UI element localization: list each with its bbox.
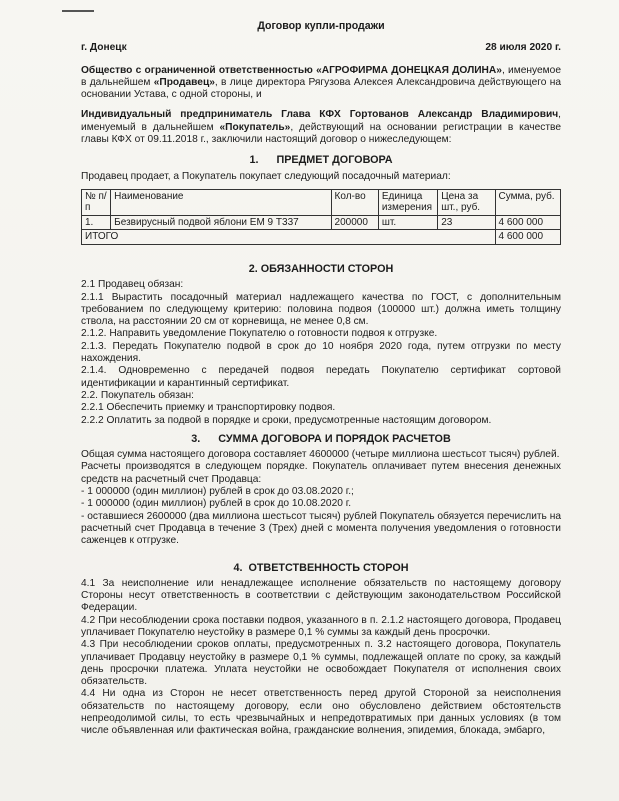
section-4-line: 4.1 За неисполнение или ненадлежащее исполнение обязательств по настоящему договору Стороны несут ответственность в соответствии с действующим законодательством Российской Федерации.: [81, 577, 561, 614]
scan-mark: [62, 10, 94, 12]
section-4-body: [81, 578, 561, 738]
section-2-title: 2. ОБЯЗАННОСТИ СТОРОН: [248, 262, 394, 275]
section-3-line: - 1 000000 (один миллион) рублей в срок до 03.08.2020 г.;: [81, 486, 354, 498]
buyer-paragraph: [81, 109, 561, 146]
contract-body: [81, 20, 561, 738]
section-1-intro: Продавец продает, а Покупатель покупает следующий посадочный материал:: [81, 170, 451, 182]
section-4-line: 4.2 При несоблюдении срока поставки подвоя, указанного в п. 2.1.2 настоящего договора, Продавец уплачивает Покупателю неустойку в размере 0,1 % суммы за каждый день просрочки.: [81, 614, 561, 638]
buyer-alias: «Покупатель»: [219, 121, 291, 133]
section-2-line: 2.2.2 Оплатить за подвой в порядке и сроки, предусмотренные настоящим договором.: [81, 414, 492, 426]
seller-text-1: , именуемое в дальнейшем: [81, 64, 561, 88]
section-4-line: 4.4 Ни одна из Сторон не несет ответственность перед другой Стороной за неисполнения обязательств по настоящему договору, если оно обусловлено действием обстоятельств непреодолимой силы, то есть чрезвычайных и непредотвратимых при данных условиях (в том числе объявленная или фактическая война, гражданские волнения, эпидемия, блокада, эмбарго,: [81, 688, 561, 737]
section-1-title: 1. ПРЕДМЕТ ДОГОВОРА: [249, 154, 393, 167]
table-row: [82, 215, 561, 230]
seller-name: Общество с ограниченной ответственностью «АГРОФИРМА ДОНЕЦКАЯ ДОЛИНА»: [81, 64, 502, 76]
seller-text-2: , в лице директора Рягузова Алексея Александровича действующего на основании Устава, с одной стороны, и: [81, 76, 561, 101]
cell-unit: шт.: [378, 215, 437, 230]
cell-name: Безвирусный подвой яблони ЕМ 9 Т337: [111, 215, 331, 230]
section-3-line: - 1 000000 (один миллион) рублей в срок до 10.08.2020 г.: [81, 498, 352, 510]
header-cell-quantity: Кол-во: [331, 189, 378, 215]
section-2-line: 2.2.1 Обеспечить приемку и транспортировку подвоя.: [81, 402, 336, 414]
section-3-title: 3. СУММА ДОГОВОРА И ПОРЯДОК РАСЧЕТОВ: [191, 432, 451, 445]
buyer-name: Индивидуальный предприниматель Глава КФХ Гортованов Александр Владимирович: [81, 109, 559, 121]
table-header-row: [82, 189, 561, 215]
seller-paragraph: [81, 65, 561, 102]
document-title: Договор купли-продажи: [257, 20, 385, 32]
header-cell-unit: Единица измерения: [378, 189, 437, 215]
city: г. Донецк: [81, 42, 127, 54]
section-4-line: 4.3 При несоблюдении сроков оплаты, предусмотренных п. 3.2 настоящего договора, Покупатель уплачивает Продавцу неустойку в размере 0,1 % суммы, подлежащей оплате по сроку, за каждый день просрочки платежа. Уплата неустойки не освобождает Покупателя от исполнения своих обязательств.: [81, 639, 561, 688]
buyer-text-1: , именуемый в дальнейшем: [81, 109, 561, 133]
cell-number: 1.: [82, 215, 111, 230]
contract-date: 28 июля 2020 г.: [485, 42, 561, 54]
seller-alias: «Продавец»: [153, 76, 215, 88]
section-2-line: 2.1.1 Вырастить посадочный материал надлежащего качества по ГОСТ, с дополнительным требованием по следующему критерию: половина подвоя (100000 шт.) должна иметь толщину ствола, на расстоянии 20 см от корневища, не менее 0,8 см.: [81, 291, 561, 328]
section-3-body: [81, 449, 561, 547]
section-3-line: - оставшиеся 2600000 (два миллиона шестьсот тысяч) рублей Покупатель обязуется перечислить на расчетный счет Продавца в течение 3 (Трех) дней с момента получения уведомления о готовности саженцев к отгрузке.: [81, 510, 561, 547]
items-table: [81, 189, 561, 245]
section-4-title: 4. ОТВЕТСТВЕННОСТЬ СТОРОН: [233, 561, 409, 574]
cell-price: 23: [438, 215, 495, 230]
header-cell-sum: Сумма, руб.: [495, 189, 560, 215]
buyer-text-2: , действующий на основании регистрации в качестве главы КФХ от 09.11.2018 г., заключили настоящий договор о нижеследующем:: [81, 121, 561, 146]
header-cell-price: Цена за шт., руб.: [438, 189, 495, 215]
section-3-line: Расчеты производятся в следующем порядке. Покупатель оплачивает путем внесения денежных средств на расчетный счет Продавца:: [81, 461, 561, 485]
header-cell-name: Наименование: [111, 189, 331, 215]
section-2-line: 2.1.2. Направить уведомление Покупателю о готовности подвоя к отгрузке.: [81, 328, 438, 340]
table-total-row: [82, 230, 561, 245]
section-2-line: 2.1 Продавец обязан:: [81, 279, 184, 291]
section-2-line: 2.2. Покупатель обязан:: [81, 389, 194, 401]
total-value: 4 600 000: [495, 230, 560, 245]
section-3-line: Общая сумма настоящего договора составляет 4600000 (четыре миллиона шестьсот тысяч) рублей.: [81, 449, 560, 461]
header-cell-number: № п/п: [82, 189, 111, 215]
cell-quantity: 200000: [331, 215, 378, 230]
total-label: ИТОГО: [82, 230, 496, 245]
section-2-body: [81, 279, 561, 427]
city-date-line: [81, 42, 561, 54]
section-2-line: 2.1.4. Одновременно с передачей подвоя передать Покупателю сертификат сортовой идентификации и карантинный сертификат.: [81, 365, 561, 389]
section-2-line: 2.1.3. Передать Покупателю подвой в срок до 10 ноября 2020 года, путем отгрузки по месту нахождения.: [81, 340, 561, 365]
cell-sum: 4 600 000: [495, 215, 560, 230]
